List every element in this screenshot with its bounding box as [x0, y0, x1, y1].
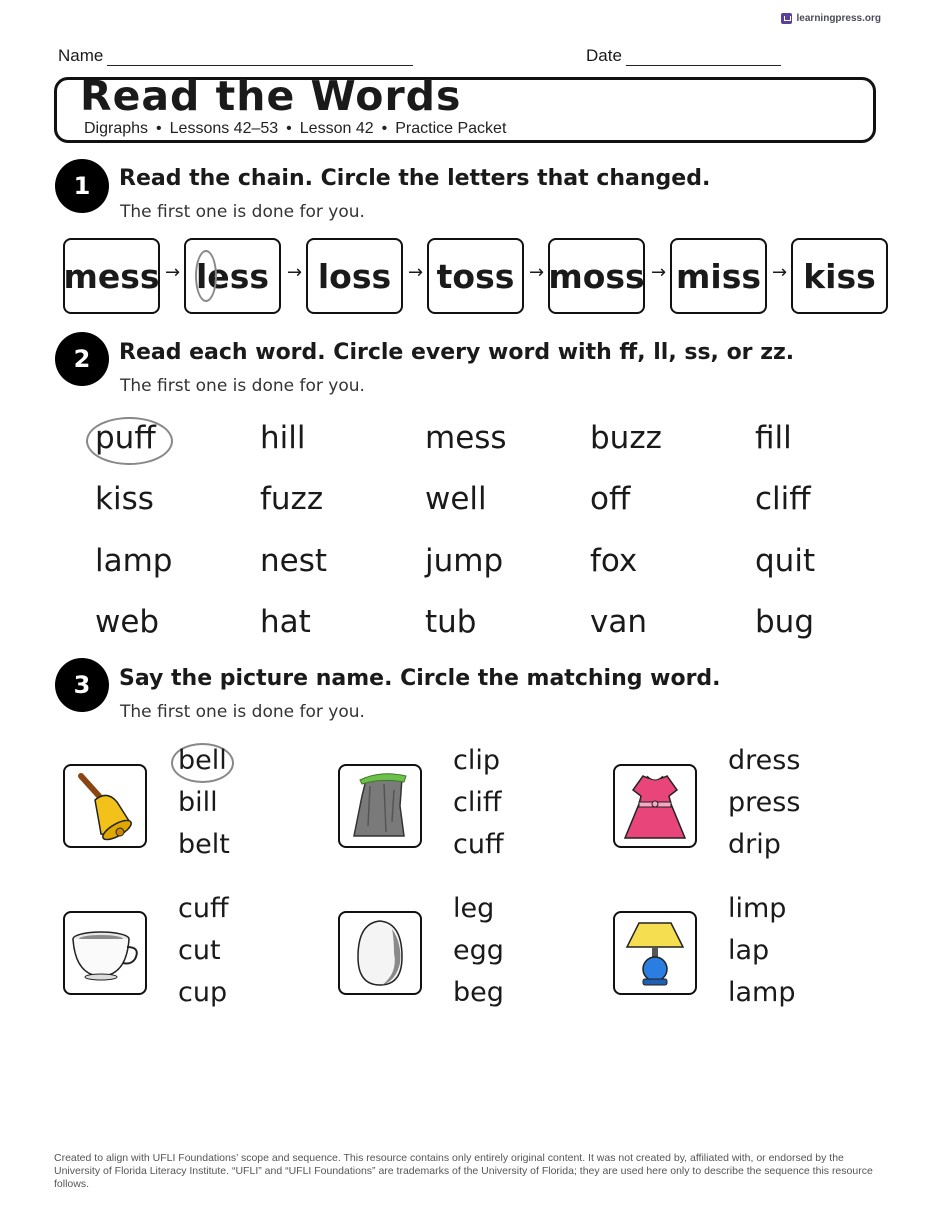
word-item[interactable]: lamp	[95, 543, 173, 579]
word-item[interactable]: van	[590, 604, 647, 640]
chain-word: loss	[306, 238, 403, 314]
subtitle-lessons: Lessons 42–53	[169, 120, 279, 137]
word-item[interactable]: cliff	[755, 481, 811, 517]
lamp-icon	[615, 913, 695, 993]
chain-arrow: →	[651, 262, 667, 283]
section-3-title: Say the picture name. Circle the matching word.	[119, 666, 721, 691]
word-item[interactable]: web	[95, 604, 160, 640]
chain-arrow: →	[529, 262, 545, 283]
word-item[interactable]: hill	[260, 420, 306, 456]
word-item[interactable]: kiss	[95, 481, 154, 517]
chain-word: moss	[548, 238, 645, 314]
word-item[interactable]: well	[425, 481, 487, 517]
picture-box	[613, 911, 697, 995]
word-item[interactable]: quit	[755, 543, 816, 579]
choice-word[interactable]: bill	[178, 787, 218, 818]
word-item[interactable]: fill	[755, 420, 792, 456]
brand-text: learningpress.org	[796, 13, 881, 24]
name-field[interactable]	[58, 46, 413, 66]
cup-icon	[65, 913, 145, 993]
section-2-title: Read each word. Circle every word with ff, ll, ss, or zz.	[119, 340, 795, 365]
chain-word: kiss	[791, 238, 888, 314]
word-item[interactable]: jump	[425, 543, 504, 579]
subtitle-packet: Practice Packet	[395, 120, 507, 137]
word-item[interactable]: fuzz	[260, 481, 324, 517]
chain-word: toss	[427, 238, 524, 314]
footer-disclaimer: Created to align with UFLI Foundations’ scope and sequence. This resource contains only entirely original content. It was not created by, affiliated with, or endorsed by the University of Florida Literacy Institute. “UFLI” and “UFLI Foundations” are trademarks of the University of Florida; they are used here only to describe the sequence this resource follows.	[54, 1152, 873, 1190]
choice-word[interactable]: lap	[728, 935, 770, 966]
choice-word[interactable]: press	[728, 787, 801, 818]
word-item[interactable]: off	[590, 481, 631, 517]
choice-word[interactable]: limp	[728, 893, 787, 924]
date-line	[626, 51, 781, 66]
section-3-number: 3	[55, 658, 109, 712]
word-item[interactable]: buzz	[590, 420, 662, 456]
picture-box	[338, 764, 422, 848]
brand-logo-icon	[781, 13, 792, 24]
choice-word[interactable]: drip	[728, 829, 781, 860]
cliff-icon	[340, 766, 420, 846]
subtitle-topic: Digraphs	[84, 120, 149, 137]
choice-word[interactable]: cuff	[453, 829, 504, 860]
chain-word: mess	[63, 238, 160, 314]
word-item[interactable]: bug	[755, 604, 815, 640]
chain-word: miss	[670, 238, 767, 314]
word-item[interactable]: mess	[425, 420, 507, 456]
chain-arrow: →	[772, 262, 788, 283]
choice-word[interactable]: leg	[453, 893, 495, 924]
section-1-subtitle: The first one is done for you.	[120, 202, 365, 222]
word-item[interactable]: fox	[590, 543, 638, 579]
example-circle-mark	[195, 250, 217, 302]
word-item[interactable]: hat	[260, 604, 311, 640]
choice-word[interactable]: beg	[453, 977, 504, 1008]
section-2-number: 2	[55, 332, 109, 386]
section-3-subtitle: The first one is done for you.	[120, 702, 365, 722]
word-item[interactable]: puff	[95, 420, 156, 456]
dress-icon	[615, 766, 695, 846]
section-1-title: Read the chain. Circle the letters that changed.	[119, 166, 711, 191]
picture-box	[613, 764, 697, 848]
page-title: Read the Words	[80, 72, 462, 120]
picture-box	[63, 911, 147, 995]
chain-arrow: →	[165, 262, 181, 283]
choice-word[interactable]: belt	[178, 829, 230, 860]
egg-icon	[340, 913, 420, 993]
chain-arrow: →	[287, 262, 303, 283]
choice-word[interactable]: egg	[453, 935, 504, 966]
word-item[interactable]: nest	[260, 543, 328, 579]
choice-word[interactable]: cup	[178, 977, 228, 1008]
choice-word[interactable]: cuff	[178, 893, 229, 924]
choice-word[interactable]: bell	[178, 745, 227, 776]
choice-word[interactable]: dress	[728, 745, 801, 776]
choice-word[interactable]: cut	[178, 935, 221, 966]
page-subtitle: Digraphs • Lessons 42–53 • Lesson 42 • Practice Packet	[84, 120, 507, 137]
section-2-subtitle: The first one is done for you.	[120, 376, 365, 396]
choice-word[interactable]: lamp	[728, 977, 796, 1008]
choice-word[interactable]: cliff	[453, 787, 502, 818]
chain-word: less	[184, 238, 281, 314]
date-field[interactable]	[586, 46, 781, 66]
bell-icon	[65, 766, 145, 846]
name-label: Name	[58, 46, 104, 65]
word-item[interactable]: tub	[425, 604, 477, 640]
subtitle-lesson: Lesson 42	[299, 120, 374, 137]
choice-word[interactable]: clip	[453, 745, 500, 776]
date-label: Date	[586, 46, 622, 65]
chain-arrow: →	[408, 262, 424, 283]
brand	[781, 13, 881, 24]
picture-box	[338, 911, 422, 995]
picture-box	[63, 764, 147, 848]
name-line	[107, 51, 413, 66]
section-1-number: 1	[55, 159, 109, 213]
